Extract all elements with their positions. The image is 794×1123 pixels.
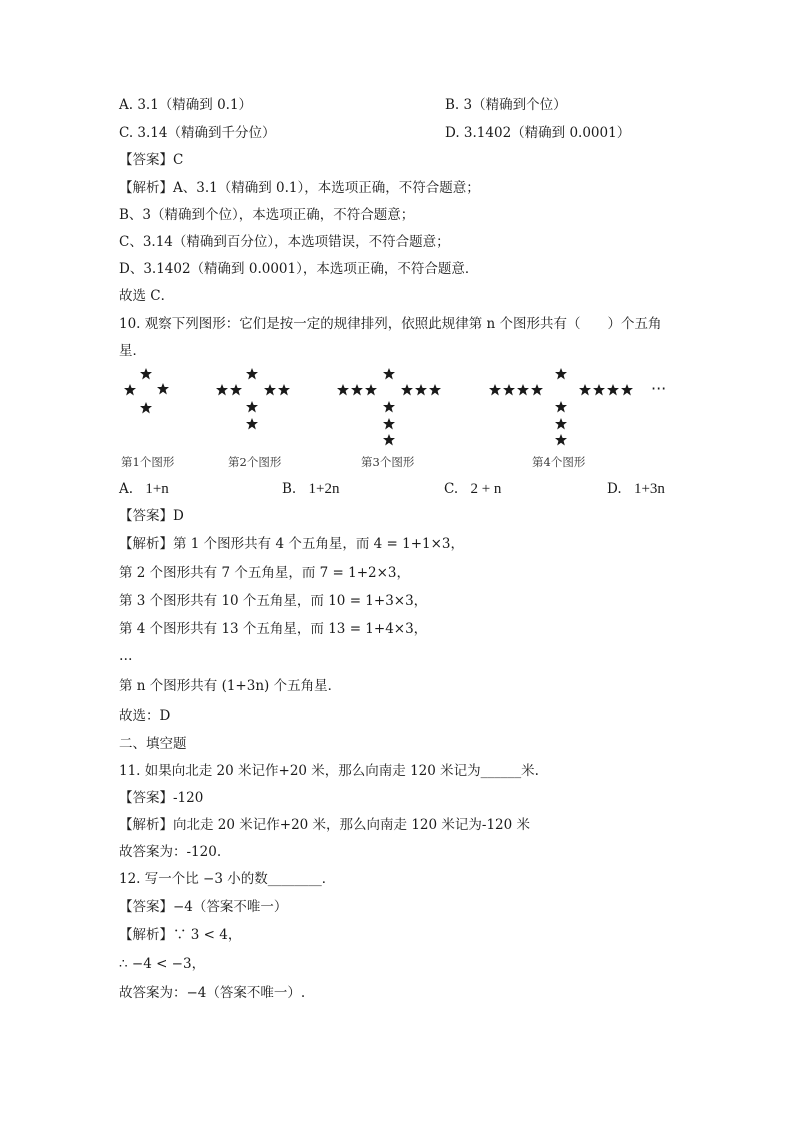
star-icon [593,384,605,396]
q9-conclusion: 故选 C． [119,288,175,304]
q9-analysis-line: 【解析】A、3.1（精确到 0.1），本选项正确，不符合题意； [119,180,480,196]
q12-final: 故答案为：−4（答案不唯一）. [119,985,306,1001]
star-icon [489,384,501,396]
q9-analysis-line: D、3.1402（精确到 0.0001），本选项正确，不符合题意． [119,261,479,277]
figure-2-caption: 第2个图形 [228,455,282,469]
q12-stem: 12. 写一个比 −3 小的数________． [119,871,336,887]
q10-analysis-ellipsis: … [119,648,133,664]
star-pattern-figure [110,362,670,450]
q10-analysis-line: 第 3 个图形共有 10 个五角星，而 10 = 1+3×3， [119,593,428,609]
option-letter: B. [282,481,297,497]
star-icon [607,384,619,396]
q9-option-a: A. 3.1（精确到 0.1） [119,97,253,113]
q10-analysis-line: 第 2 个图形共有 7 个五角星，而 7 = 1+2×3， [119,565,411,581]
q11-analysis: 【解析】向北走 20 米记作+20 米，那么向南走 120 米记为-120 米 [119,817,531,833]
option-expression: 1+3n [633,481,665,497]
star-icon [337,384,349,396]
figure-4-stars [489,368,633,446]
q9-answer: 【答案】C [119,152,184,168]
star-icon [383,418,395,430]
star-icon [555,418,567,430]
q11-stem: 11. 如果向北走 20 米记作+20 米，那么向南走 120 米记为______米. [119,763,539,779]
star-icon [124,384,136,396]
star-icon [579,384,591,396]
star-icon [517,384,529,396]
q10-stem-continued: 星． [119,343,146,359]
q10-analysis-line: 第 4 个图形共有 13 个五角星，而 13 = 1+4×3， [119,621,428,637]
star-icon [246,418,258,430]
section-heading: 二、填空题 [119,736,187,752]
option-expression: 1+n [145,481,169,497]
star-icon [621,384,633,396]
star-icon [140,402,152,414]
q10-answer: 【答案】D [119,508,184,524]
q9-analysis-line: B、3（精确到个位），本选项正确，不符合题意； [119,207,415,223]
star-icon [278,384,290,396]
q9-option-d: D. 3.1402（精确到 0.0001） [445,125,631,141]
q10-conclusion: 故选：D [119,708,171,724]
star-icon [555,401,567,413]
star-icon [555,434,567,446]
option-letter: D. [607,481,622,497]
star-icon [230,384,242,396]
star-icon [246,368,258,380]
figure-3-caption: 第3个图形 [361,455,415,469]
figure-2-stars [216,368,290,430]
star-icon [383,434,395,446]
q10-stem: 10. 观察下列图形：它们是按一定的规律排列，依照此规律第 n 个图形共有（ ）个五角 [119,316,662,332]
option-expression: 2 + n [470,481,502,497]
q10-option-a [119,481,169,498]
star-icon [415,384,427,396]
q9-analysis-line: C、3.14（精确到百分位），本选项错误，不符合题意； [119,234,450,250]
star-icon [383,368,395,380]
star-icon [503,384,515,396]
figure-1-caption: 第1个图形 [121,455,175,469]
figure-1-stars [124,368,169,414]
star-icon [140,368,152,380]
q11-answer: 【答案】-120 [119,790,204,806]
star-icon [401,384,413,396]
q10-option-b [282,481,339,498]
pattern-ellipsis: ··· [651,379,667,398]
figure-3-stars [337,368,441,446]
option-letter: A. [119,481,134,497]
option-letter: C. [444,481,459,497]
star-icon [351,384,363,396]
star-icon [531,384,543,396]
q12-step: ∴ −4 < −3， [119,956,206,972]
q10-analysis-line: 【解析】第 1 个图形共有 4 个五角星，而 4 = 1+1×3， [119,536,465,552]
q12-answer: 【答案】−4（答案不唯一） [119,899,288,915]
q12-analysis: 【解析】∵ 3 < 4， [119,927,242,943]
option-expression: 1+2n [308,481,340,497]
star-icon [429,384,441,396]
q11-final: 故答案为：-120. [119,844,222,860]
star-icon [264,384,276,396]
star-icon [157,383,169,395]
star-icon [216,384,228,396]
star-icon [555,368,567,380]
q9-option-b: B. 3（精确到个位） [445,97,567,113]
star-icon [383,401,395,413]
star-icon [246,401,258,413]
star-icon [365,384,377,396]
q10-analysis-line: 第 n 个图形共有 (1+3n) 个五角星． [119,678,342,694]
figure-4-caption: 第4个图形 [532,455,586,469]
q10-option-d [607,481,665,498]
q9-option-c: C. 3.14（精确到千分位） [119,125,276,141]
q10-option-c [444,481,501,498]
